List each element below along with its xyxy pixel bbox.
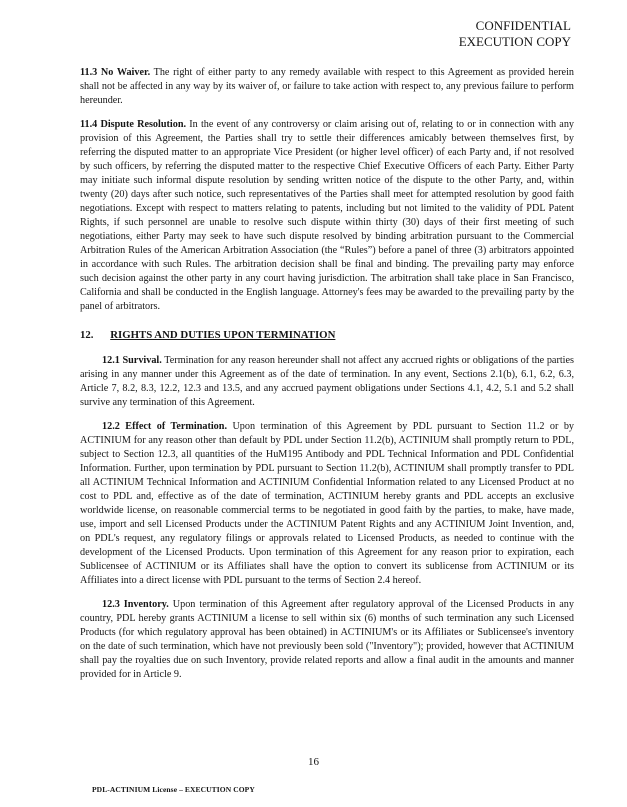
section-11-3 (80, 66, 574, 108)
section-12-2 (80, 420, 574, 588)
section-11-4-text: In the event of any controversy or claim arising out of, relating to or in connection with any provision of this Agreement, the Parties shall try to settle their differences amicably between themselves first, by referring the disputed matter to an appropriate Vice President (or higher level officer) of each Party and, if not resolved by such officers, by referring the disputed matter to the respective Chief Executive Officers of each Party. Either Party may initiate such informal dispute resolution by sending written notice of the dispute to the other Party, and, within twenty (20) days after such notice, such representatives of the Parties shall meet for attempted resolution by good faith negotiations. Except with respect to matters relating to patents, including but not limited to the validity of PDL Patent Rights, if such personnel are unable to resolve such dispute within thirty (30) days of their first meeting of such negotiations, either Party may seek to have such dispute resolved by binding arbitration pursuant to the Commercial Arbitration Rules of the American Arbitration Association (the “Rules”) before a panel of three (3) arbitrators appointed in accordance with such Rules. The arbitration decision shall be final and binding. The prevailing party may enforce such decision against the other party in any court having jurisdiction. The arbitration shall take place in San Francisco, California and shall be conducted in the English language. Attorney's fees may be awarded to the prevailing party by the panel of arbitrators. (80, 119, 575, 312)
section-12-number: 12. (80, 329, 94, 341)
section-12-1-number: 12.1 (102, 355, 120, 366)
section-12-1-text: Termination for any reason hereunder shall not affect any accrued rights or obligations of the parties arising in any manner under this Agreement as of the date of termination. In any event, Sections 2.1(b), 6.1, 6.2, 6.3, Article 7, 8.2, 8.3, 12.2, 12.3 and 13.5, and any accrued payment obligations under Sections 4.1, 4.2, 5.1 and 5.2 shall survive any termination of this Agreement. (80, 355, 574, 408)
section-11-3-text: The right of either party to any remedy available with respect to this Agreement as provided herein shall not be affected in any way by its waiver of, or failure to take action with respect to, any previous failure to perform hereunder. (80, 67, 574, 106)
section-12-2-text: Upon termination of this Agreement by PDL pursuant to Section 11.2 or by ACTINIUM for any reason other than default by PDL under Section 11.2(b), ACTINIUM shall promptly return to PDL, subject to Section 12.3, all quantities of the HuM195 Antibody and PDL Technical Information and PDL Confidential Information. Further, upon termination by PDL pursuant to Section 11.2(b), ACTINIUM shall promptly transfer to PDL all ACTINIUM Technical Information and ACTINIUM Confidential Information related to any Licensed Product at no cost to PDL and, effective as of the date of termination, ACTINIUM hereby grants and PDL accepts an exclusive worldwide license, on reasonable commercial terms to be negotiated in good faith by the parties, to make, have made, use, import and sell Licensed Products under the ACTINIUM Patent Rights and any ACTINIUM Joint Invention, and, on PDL's request, any regulatory filings or approvals related to Licensed Products, as needed to continue with the development of the Licensed Products. Upon termination of this Agreement for any reason prior to expiration, each Sublicensee of ACTINIUM or its Affiliates shall have the option to convert its sublicense from ACTINIUM or its Affiliates into a direct license with PDL pursuant to the terms of Section 2.4 hereof. (80, 421, 575, 586)
section-12-1 (80, 354, 574, 410)
section-11-4-title: Dispute Resolution. (100, 119, 187, 130)
section-12-3-text: Upon termination of this Agreement after regulatory approval of the Licensed Products in any country, PDL hereby grants ACTINIUM a license to sell within six (6) months of such termination any such Licensed Products (for which regulatory approval has been obtained) in ACTINIUM's or its Affiliates or Sublicensee's inventory on the date of such termination, which have not previously been sold ("Inventory"); provided, however that ACTINIUM shall pay the royalties due on such Inventory, provide related reports and allow a final audit in the amounts and manner provided for in Article 9. (80, 599, 574, 680)
section-11-4 (80, 118, 574, 314)
header-confidential: CONFIDENTIAL (475, 18, 571, 33)
section-12-1-title: Survival. (122, 355, 162, 366)
document-footer: PDL-ACTINIUM License – EXECUTION COPY (92, 785, 255, 794)
section-12-2-title: Effect of Termination. (125, 421, 227, 432)
section-12-3-title: Inventory. (123, 599, 169, 610)
page-number: 16 (308, 756, 319, 768)
section-12-3-number: 12.3 (102, 599, 120, 610)
section-12-3 (80, 598, 574, 682)
section-11-3-title: No Waiver. (100, 67, 151, 78)
section-11-4-number: 11.4 (80, 119, 98, 130)
document-body (80, 66, 574, 692)
confidentiality-header (459, 18, 571, 50)
section-11-3-number: 11.3 (80, 67, 98, 78)
section-12-2-number: 12.2 (102, 421, 120, 432)
section-12-title: RIGHTS AND DUTIES UPON TERMINATION (110, 329, 336, 341)
header-execution-copy: EXECUTION COPY (458, 34, 571, 49)
section-12-heading (80, 328, 574, 342)
